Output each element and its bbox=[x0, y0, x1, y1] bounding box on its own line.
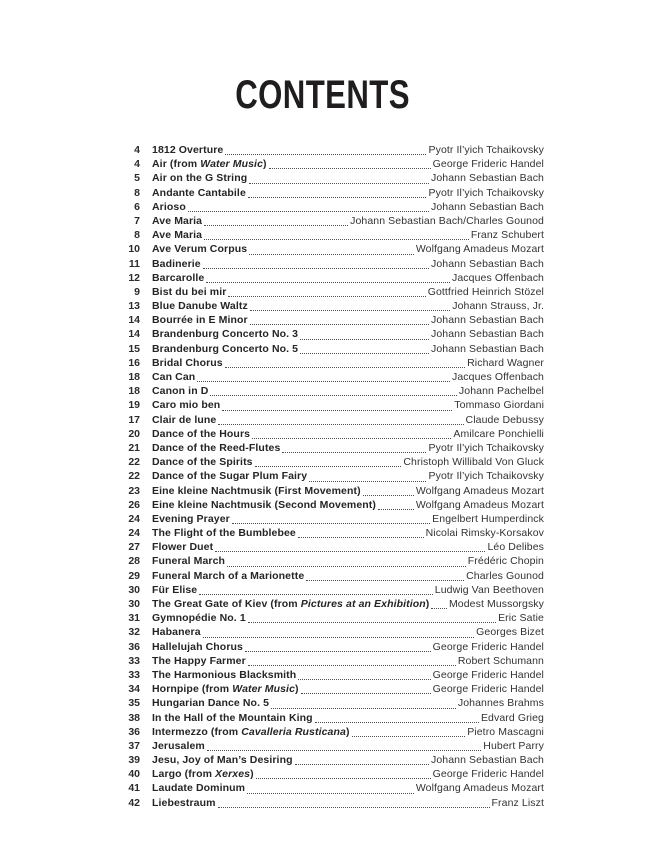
dotted-leader bbox=[252, 438, 451, 439]
dotted-leader bbox=[218, 807, 490, 808]
dotted-leader bbox=[269, 168, 431, 169]
toc-song-title: Brandenburg Concerto No. 3 bbox=[152, 328, 299, 341]
dotted-leader bbox=[363, 495, 414, 496]
toc-composer: Pyotr Il’yich Tchaikovsky bbox=[428, 186, 544, 199]
toc-song-title: Badinerie bbox=[152, 257, 201, 270]
toc-composer: Jacques Offenbach bbox=[452, 271, 544, 284]
dotted-leader bbox=[215, 551, 485, 552]
toc-composer: Tommaso Giordani bbox=[454, 399, 544, 412]
page-title: CONTENTS bbox=[235, 73, 410, 117]
toc-entry bbox=[108, 554, 544, 568]
toc-page-number: 30 bbox=[128, 598, 140, 610]
dotted-leader bbox=[255, 466, 402, 467]
toc-page-number: 35 bbox=[128, 697, 140, 710]
toc-page-number: 15 bbox=[128, 342, 140, 355]
toc-composer: Charles Gounod bbox=[466, 569, 544, 582]
toc-composer: Christoph Willibald Von Gluck bbox=[403, 456, 544, 469]
toc-composer: George Frideric Handel bbox=[432, 640, 544, 653]
toc-song-title: Andante Cantabile bbox=[152, 186, 246, 199]
toc-entry bbox=[108, 157, 544, 171]
toc-entry bbox=[108, 285, 544, 299]
toc-composer: Gottfried Heinrich Stözel bbox=[427, 285, 544, 298]
toc-page-number: 22 bbox=[128, 456, 140, 469]
toc-entry bbox=[108, 640, 544, 654]
toc-entry bbox=[108, 796, 544, 810]
toc-composer: Ludwig Van Beethoven bbox=[434, 583, 544, 596]
toc-page-number: 23 bbox=[128, 484, 140, 497]
toc-composer: Modest Mussorgsky bbox=[448, 598, 544, 610]
toc-composer: Wolfgang Amadeus Mozart bbox=[415, 243, 544, 256]
toc-entry bbox=[108, 271, 544, 285]
dotted-leader bbox=[300, 339, 429, 340]
toc-page-number: 31 bbox=[128, 612, 140, 625]
toc-entry bbox=[108, 356, 544, 370]
toc-composer: Amilcare Ponchielli bbox=[453, 427, 544, 440]
toc-entry bbox=[108, 186, 544, 200]
toc-song-title: Laudate Dominum bbox=[152, 782, 246, 795]
dotted-leader bbox=[203, 637, 475, 638]
toc-entry bbox=[108, 696, 544, 710]
toc-song-title: Intermezzo (from Cavalleria Rusticana) bbox=[152, 725, 350, 738]
toc-page-number: 33 bbox=[128, 654, 140, 667]
toc-page-number: 33 bbox=[128, 668, 140, 681]
dotted-leader bbox=[271, 708, 456, 709]
toc-entry bbox=[108, 143, 544, 157]
toc-song-title: Blue Danube Waltz bbox=[152, 300, 248, 313]
dotted-leader bbox=[248, 622, 496, 623]
toc-song-title: The Happy Farmer bbox=[152, 654, 246, 667]
toc-song-title: Funeral March of a Marionette bbox=[152, 569, 305, 582]
dotted-leader bbox=[250, 324, 429, 325]
toc-page-number: 20 bbox=[128, 427, 140, 440]
dotted-leader bbox=[204, 239, 469, 240]
toc-song-title: Largo (from Xerxes) bbox=[152, 768, 254, 781]
toc-entry bbox=[108, 327, 544, 341]
toc-entry bbox=[108, 427, 544, 441]
toc-song-title: Canon in D bbox=[152, 385, 209, 398]
toc-page-number: 38 bbox=[128, 711, 140, 724]
toc-composer: Johann Sebastian Bach bbox=[430, 328, 544, 341]
toc-song-title: The Harmonious Blacksmith bbox=[152, 668, 297, 681]
toc-song-title: Bourrée in E Minor bbox=[152, 314, 248, 327]
toc-composer: Pyotr Il’yich Tchaikovsky bbox=[428, 470, 544, 483]
toc-page-number: 24 bbox=[128, 512, 140, 525]
dotted-leader bbox=[232, 523, 430, 524]
toc-page-number: 11 bbox=[128, 257, 140, 270]
toc-composer: Pietro Mascagni bbox=[467, 725, 544, 738]
toc-page-number: 34 bbox=[128, 683, 140, 696]
toc-composer: Léo Delibes bbox=[487, 541, 544, 554]
dotted-leader bbox=[378, 509, 414, 510]
toc-entry bbox=[108, 257, 544, 271]
toc-page-number: 32 bbox=[128, 626, 140, 639]
toc-page-number: 14 bbox=[128, 314, 140, 327]
toc-song-title: Air (from Water Music) bbox=[152, 158, 267, 171]
toc-composer: George Frideric Handel bbox=[432, 768, 544, 781]
toc-entry bbox=[108, 739, 544, 753]
toc-page-number: 6 bbox=[134, 200, 140, 213]
dotted-leader bbox=[245, 651, 431, 652]
toc-page-number: 39 bbox=[128, 754, 140, 767]
toc-page-number: 41 bbox=[128, 782, 140, 795]
toc-song-title: Jesu, Joy of Man’s Desiring bbox=[152, 754, 293, 767]
dotted-leader bbox=[298, 679, 430, 680]
toc-composer: Johann Pachelbel bbox=[458, 385, 544, 398]
dotted-leader bbox=[309, 481, 426, 482]
toc-entry bbox=[108, 370, 544, 384]
toc-entry bbox=[108, 214, 544, 228]
toc-page-number: 42 bbox=[128, 796, 140, 809]
dotted-leader bbox=[248, 665, 456, 666]
toc-song-title: Funeral March bbox=[152, 555, 226, 568]
toc-composer: Franz Liszt bbox=[491, 796, 544, 809]
toc-song-title: Barcarolle bbox=[152, 271, 205, 284]
toc-composer: Johann Sebastian Bach bbox=[430, 200, 544, 213]
toc-entry bbox=[108, 200, 544, 214]
toc-entry bbox=[108, 753, 544, 767]
toc-song-title: Dance of the Sugar Plum Fairy bbox=[152, 470, 308, 483]
toc-composer: George Frideric Handel bbox=[432, 668, 544, 681]
toc-composer: Johannes Brahms bbox=[457, 697, 544, 710]
toc-composer: Wolfgang Amadeus Mozart bbox=[415, 498, 544, 511]
toc-entry bbox=[108, 171, 544, 185]
toc-page-number: 18 bbox=[128, 385, 140, 398]
toc-entry bbox=[108, 625, 544, 639]
toc-page-number: 4 bbox=[134, 158, 140, 171]
toc-song-title: Can Can bbox=[152, 371, 196, 383]
toc-song-title: Ave Maria bbox=[152, 229, 203, 242]
toc-page-number: 17 bbox=[128, 413, 140, 426]
dotted-leader bbox=[188, 211, 429, 212]
toc-song-title: Hungarian Dance No. 5 bbox=[152, 697, 270, 710]
toc-entry bbox=[108, 526, 544, 540]
toc-entry bbox=[108, 512, 544, 526]
toc-song-title: Für Elise bbox=[152, 583, 198, 596]
toc-composer: Johann Sebastian Bach bbox=[430, 257, 544, 270]
toc-composer: Frédéric Chopin bbox=[467, 555, 544, 568]
dotted-leader bbox=[298, 537, 424, 538]
toc-composer: Franz Schubert bbox=[470, 229, 544, 242]
toc-song-title: Flower Duet bbox=[152, 541, 214, 554]
toc-composer: Johann Sebastian Bach bbox=[430, 172, 544, 185]
toc-entry bbox=[108, 413, 544, 427]
dotted-leader bbox=[227, 566, 466, 567]
toc-composer: Johann Sebastian Bach bbox=[430, 342, 544, 355]
toc-composer: Claude Debussy bbox=[465, 413, 544, 426]
toc-entry bbox=[108, 540, 544, 554]
toc-page-number: 36 bbox=[128, 640, 140, 653]
dotted-leader bbox=[250, 310, 450, 311]
dotted-leader bbox=[300, 353, 429, 354]
toc-song-title: 1812 Overture bbox=[152, 144, 224, 156]
toc-entry bbox=[108, 611, 544, 625]
toc-entry bbox=[108, 441, 544, 455]
toc-song-title: Hallelujah Chorus bbox=[152, 640, 243, 653]
dotted-leader bbox=[206, 282, 450, 283]
toc-composer: Johann Sebastian Bach/Charles Gounod bbox=[350, 214, 544, 227]
toc-page-number: 10 bbox=[128, 243, 140, 256]
toc-composer: Engelbert Humperdinck bbox=[432, 512, 544, 525]
toc-list bbox=[108, 143, 544, 810]
toc-page-number: 28 bbox=[128, 555, 140, 568]
toc-page-number: 19 bbox=[128, 399, 140, 412]
toc-page-number: 21 bbox=[128, 441, 140, 454]
toc-page-number: 16 bbox=[128, 356, 140, 369]
toc-entry bbox=[108, 583, 544, 597]
toc-composer: Pyotr Il’yich Tchaikovsky bbox=[428, 144, 544, 156]
toc-page-number: 8 bbox=[134, 186, 140, 199]
toc-song-title: In the Hall of the Mountain King bbox=[152, 711, 313, 724]
toc-composer: Eric Satie bbox=[498, 612, 544, 625]
toc-song-title: Air on the G String bbox=[152, 172, 248, 185]
toc-entry bbox=[108, 682, 544, 696]
toc-entry bbox=[108, 668, 544, 682]
toc-composer: George Frideric Handel bbox=[432, 683, 544, 696]
dotted-leader bbox=[306, 580, 464, 581]
dotted-leader bbox=[197, 381, 450, 382]
toc-entry bbox=[108, 228, 544, 242]
toc-page-number: 30 bbox=[128, 583, 140, 596]
dotted-leader bbox=[352, 736, 466, 737]
dotted-leader bbox=[256, 778, 431, 779]
toc-composer: Edvard Grieg bbox=[480, 711, 544, 724]
toc-page-number: 4 bbox=[134, 144, 140, 156]
toc-composer: Nicolai Rimsky-Korsakov bbox=[425, 527, 544, 540]
toc-entry bbox=[108, 342, 544, 356]
toc-page-number: 40 bbox=[128, 768, 140, 781]
toc-page-number: 18 bbox=[128, 371, 140, 383]
dotted-leader bbox=[207, 750, 481, 751]
toc-entry bbox=[108, 781, 544, 795]
toc-entry bbox=[108, 725, 544, 739]
toc-entry bbox=[108, 469, 544, 483]
dotted-leader bbox=[203, 268, 429, 269]
dotted-leader bbox=[282, 452, 426, 453]
toc-page-number: 14 bbox=[128, 328, 140, 341]
toc-composer: Robert Schumann bbox=[457, 654, 544, 667]
toc-page-number: 7 bbox=[134, 214, 140, 227]
toc-composer: Jacques Offenbach bbox=[452, 371, 544, 383]
toc-song-title: Dance of the Reed-Flutes bbox=[152, 441, 281, 454]
dotted-leader bbox=[431, 608, 447, 609]
toc-composer: Johann Strauss, Jr. bbox=[452, 300, 544, 313]
toc-page-number: 9 bbox=[134, 285, 140, 298]
toc-song-title: Dance of the Spirits bbox=[152, 456, 253, 469]
toc-composer: Hubert Parry bbox=[483, 739, 544, 752]
toc-song-title: Brandenburg Concerto No. 5 bbox=[152, 342, 299, 355]
toc-entry bbox=[108, 498, 544, 512]
toc-song-title: Jerusalem bbox=[152, 739, 205, 752]
toc-song-title: Gymnopédie No. 1 bbox=[152, 612, 246, 625]
toc-composer: Georges Bizet bbox=[476, 626, 544, 639]
toc-entry bbox=[108, 384, 544, 398]
dotted-leader bbox=[218, 424, 463, 425]
toc-page-number: 22 bbox=[128, 470, 140, 483]
toc-song-title: Ave Maria bbox=[152, 214, 203, 227]
toc-song-title: Arioso bbox=[152, 200, 186, 213]
toc-page-number: 37 bbox=[128, 739, 140, 752]
toc-page-number: 24 bbox=[128, 527, 140, 540]
toc-composer: Wolfgang Amadeus Mozart bbox=[415, 484, 544, 497]
toc-song-title: Bist du bei mir bbox=[152, 285, 227, 298]
toc-song-title: Eine kleine Nachtmusik (First Movement) bbox=[152, 484, 361, 497]
toc-entry bbox=[108, 767, 544, 781]
toc-song-title: Ave Verum Corpus bbox=[152, 243, 248, 256]
toc-composer: George Frideric Handel bbox=[432, 158, 544, 171]
toc-song-title: Hornpipe (from Water Music) bbox=[152, 683, 299, 696]
toc-song-title: Clair de lune bbox=[152, 413, 217, 426]
toc-song-title: Liebestraum bbox=[152, 796, 216, 809]
dotted-leader bbox=[249, 183, 429, 184]
toc-entry bbox=[108, 242, 544, 256]
toc-entry bbox=[108, 398, 544, 412]
toc-song-title: Eine kleine Nachtmusik (Second Movement) bbox=[152, 498, 376, 511]
toc-page-number: 27 bbox=[128, 541, 140, 554]
dotted-leader bbox=[222, 410, 452, 411]
toc-composer: Wolfgang Amadeus Mozart bbox=[415, 782, 544, 795]
toc-song-title: Dance of the Hours bbox=[152, 427, 251, 440]
toc-page-number: 13 bbox=[128, 300, 140, 313]
dotted-leader bbox=[199, 594, 433, 595]
toc-page-number: 12 bbox=[128, 271, 140, 284]
toc-song-title: Caro mio ben bbox=[152, 399, 221, 412]
toc-composer: Johann Sebastian Bach bbox=[430, 314, 544, 327]
dotted-leader bbox=[228, 296, 425, 297]
toc-entry bbox=[108, 654, 544, 668]
toc-page-number: 8 bbox=[134, 229, 140, 242]
toc-entry bbox=[108, 299, 544, 313]
toc-entry bbox=[108, 313, 544, 327]
dotted-leader bbox=[315, 722, 479, 723]
dotted-leader bbox=[204, 225, 348, 226]
toc-page-number: 26 bbox=[128, 498, 140, 511]
toc-song-title: Habanera bbox=[152, 626, 201, 639]
dotted-leader bbox=[248, 197, 427, 198]
toc-page-number: 29 bbox=[128, 569, 140, 582]
toc-song-title: The Great Gate of Kiev (from Pictures at an Exhibition) bbox=[152, 598, 430, 610]
toc-composer: Richard Wagner bbox=[467, 356, 544, 369]
dotted-leader bbox=[210, 395, 456, 396]
toc-page-number: 36 bbox=[128, 725, 140, 738]
toc-song-title: Bridal Chorus bbox=[152, 356, 223, 369]
toc-song-title: The Flight of the Bumblebee bbox=[152, 527, 296, 540]
toc-entry bbox=[108, 455, 544, 469]
dotted-leader bbox=[225, 367, 465, 368]
toc-song-title: Evening Prayer bbox=[152, 512, 230, 525]
dotted-leader bbox=[225, 154, 426, 155]
dotted-leader bbox=[301, 693, 431, 694]
dotted-leader bbox=[295, 764, 429, 765]
toc-entry bbox=[108, 569, 544, 583]
toc-composer: Johann Sebastian Bach bbox=[430, 754, 544, 767]
dotted-leader bbox=[247, 793, 414, 794]
dotted-leader bbox=[249, 254, 414, 255]
toc-entry bbox=[108, 711, 544, 725]
toc-entry bbox=[108, 597, 544, 611]
toc-composer: Pyotr Il’yich Tchaikovsky bbox=[428, 441, 544, 454]
toc-entry bbox=[108, 484, 544, 498]
toc-page-number: 5 bbox=[134, 172, 140, 185]
